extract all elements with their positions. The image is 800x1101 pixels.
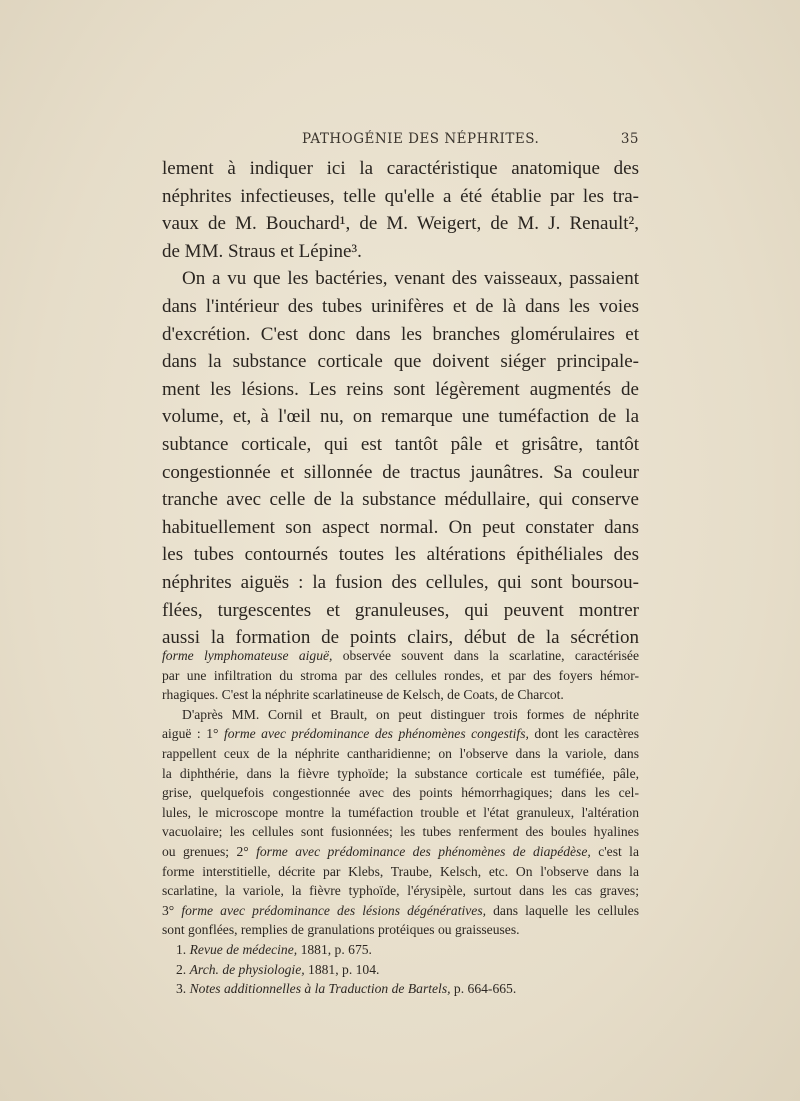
footnote-ref: p. 664-665. [450,981,517,997]
footnote-3 [162,979,639,999]
note-line: D'après MM. Cornil et Brault, on peut distinguer trois formes de néphrite [182,706,639,722]
note-line: forme interstitielle, décrite par Klebs, Traube, Kelsch, etc. On l'observe dans la [162,863,639,879]
note-text: ou grenues; 2° [162,843,257,859]
note-line [162,842,639,862]
note-line: par une infiltration du stroma par des cellules rondes, et par des foyers hémor- [162,667,639,683]
running-header [162,131,639,151]
text-line: les tubes contournés toutes les altérations épithéliales des [162,544,639,566]
text-line: habituellement son aspect normal. On peut constater dans [162,516,639,538]
notes-section [162,646,639,999]
note-text: dans laquelle les cellules [486,902,639,918]
text-line: néphrites aiguës : la fusion des cellules, qui sont boursou- [162,571,639,593]
note-line: scarlatine, la variole, la fièvre typhoïde, l'érysipèle, surtout dans les cas graves; [162,883,639,899]
text-line: subtance corticale, qui est tantôt pâle et grisâtre, tantôt [162,433,639,455]
footnote-number: 2. [176,961,187,977]
running-title: PATHOGÉNIE DES NÉPHRITES. [302,131,540,147]
note-text: 3° [162,902,182,918]
footnote-source: Arch. de physiologie, [189,961,305,977]
footnote-ref: 1881, p. 675. [297,941,372,957]
footnote-source: Revue de médecine, [189,941,298,957]
footnote-1 [162,940,639,960]
page-number: 35 [620,131,639,147]
note-line: grise, quelquefois congestionnée avec des points hémorrhagiques; dans les cel- [162,785,639,801]
text-line: dans l'intérieur des tubes urinifères et de là dans les voies [162,295,639,317]
text-line: flées, turgescentes et granuleuses, qui peuvent montrer [162,599,639,621]
note-line [162,901,639,921]
note-line: vacuolaire; les cellules sont fusionnées; les tubes renferment des boules hyalines [162,824,639,840]
note-italic: forme avec prédominance des phénomènes de diapédèse, [256,843,591,859]
note-line [162,646,639,666]
footnote-source: Notes additionnelles à la Traduction de Bartels, [189,981,451,997]
note-text: c'est la [590,843,639,859]
text-line: vaux de M. Bouchard¹, de M. Weigert, de M. J. Renault², [162,213,639,235]
note-text: dont les caractères [528,726,639,742]
note-line: rappellent ceux de la néphrite cantharidienne; on l'observe dans la variole, dans [162,745,639,761]
footnote-2 [162,960,639,980]
note-line: lules, le microscope montre la tuméfaction trouble et l'état granuleux, l'altération [162,804,639,820]
text-line: de MM. Straus et Lépine³. [162,240,362,262]
footnote-number: 1. [176,941,187,957]
note-line: rhagiques. C'est la néphrite scarlatineuse de Kelsch, de Coats, de Charcot. [162,687,564,703]
footnote-number: 3. [176,981,187,997]
text-line: ment les lésions. Les reins sont légèrement augmentés de [162,378,639,400]
note-italic: forme avec prédominance des phénomènes congestifs, [223,726,529,742]
text-line: tranche avec celle de la substance médullaire, qui conserve [162,489,639,511]
text-line: aussi la formation de points clairs, début de la sécrétion [162,627,639,649]
note-text: aiguë : 1° [162,726,224,742]
note-line: la diphthérie, dans la fièvre typhoïde; la substance corticale est tuméfiée, pâle, [162,765,639,781]
main-text [162,155,639,652]
text-line: congestionnée et sillonnée de tractus jaunâtres. Sa couleur [162,461,639,483]
note-line [162,724,639,744]
text-line: On a vu que les bactéries, venant des vaisseaux, passaient [182,268,639,290]
footnote-ref: 1881, p. 104. [304,961,380,977]
note-text: observée souvent dans la scarlatine, caractérisée [332,648,639,663]
text-line: d'excrétion. C'est donc dans les branches glomérulaires et [162,323,639,345]
note-italic: forme lymphomateuse aiguë, [162,648,333,663]
text-line: volume, et, à l'œil nu, on remarque une tuméfaction de la [162,406,639,428]
note-italic: forme avec prédominance des lésions dégénératives, [181,902,487,918]
text-line: dans la substance corticale que doivent siéger principale- [162,351,639,373]
text-line: néphrites infectieuses, telle qu'elle a été établie par les tra- [162,185,639,207]
note-line: sont gonflées, remplies de granulations protéiques ou graisseuses. [162,922,520,938]
text-line: lement à indiquer ici la caractéristique anatomique des [162,158,639,179]
